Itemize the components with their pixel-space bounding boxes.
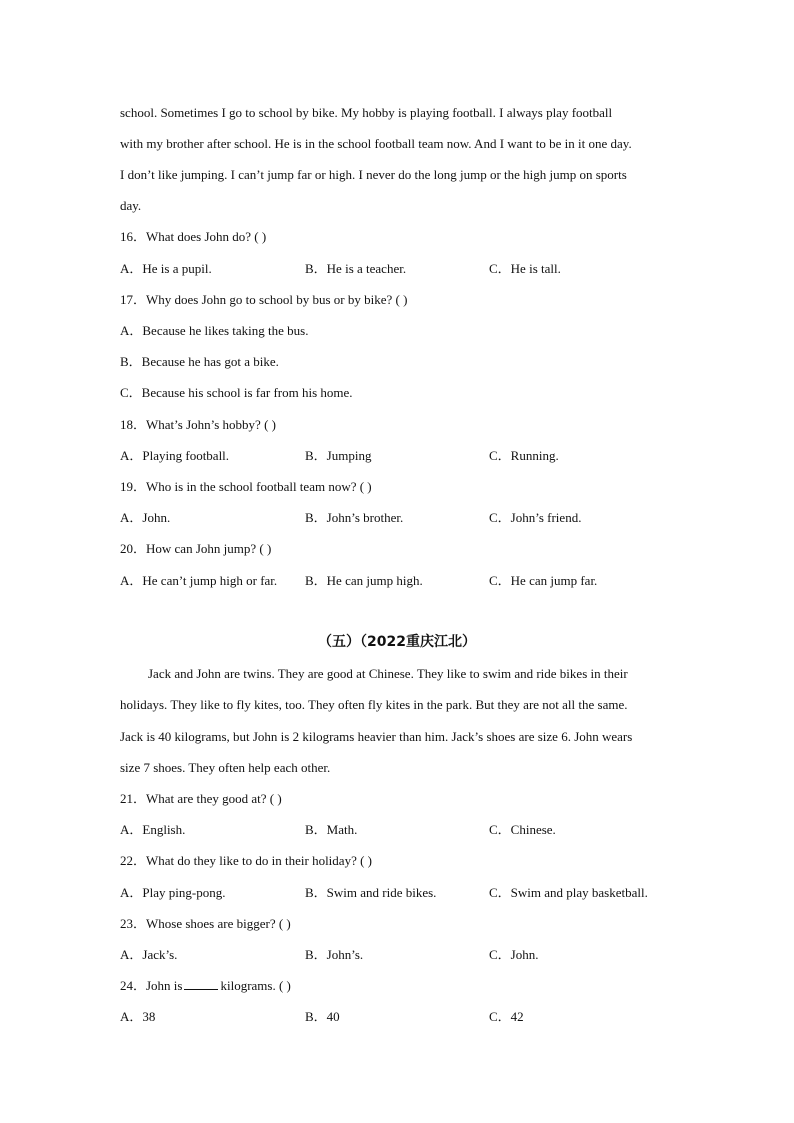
question-16-option-a: A．He is a pupil. bbox=[120, 261, 212, 276]
question-17-option-a: A．Because he likes taking the bus. bbox=[120, 323, 309, 338]
passage1-line-2: with my brother after school. He is in the school football team now. And I want to be in it one day. bbox=[120, 136, 632, 151]
passage1-line-4: day. bbox=[120, 198, 142, 213]
question-24-option-c: C．42 bbox=[489, 1009, 524, 1024]
question-21-option-b: B．Math. bbox=[305, 822, 358, 837]
question-18-stem: 18．What’s John’s hobby? ( ) bbox=[120, 417, 276, 432]
passage1-line-3: I don’t like jumping. I can’t jump far or high. I never do the long jump or the high jump on sports bbox=[120, 167, 627, 182]
passage1-line-1: school. Sometimes I go to school by bike. My hobby is playing football. I always play football bbox=[120, 105, 613, 120]
question-22-option-a: A．Play ping-pong. bbox=[120, 885, 226, 900]
question-23-stem: 23．Whose shoes are bigger? ( ) bbox=[120, 916, 291, 931]
passage2-line-4: size 7 shoes. They often help each other. bbox=[120, 760, 331, 775]
question-22-option-b: B．Swim and ride bikes. bbox=[305, 885, 437, 900]
question-24-option-a: A．38 bbox=[120, 1009, 156, 1024]
question-21-stem: 21．What are they good at? ( ) bbox=[120, 791, 282, 806]
question-16-option-b: B．He is a teacher. bbox=[305, 261, 407, 276]
question-21-option-c: C．Chinese. bbox=[489, 822, 556, 837]
question-22-stem: 22．What do they like to do in their holiday? ( ) bbox=[120, 853, 372, 868]
question-23-option-b: B．John’s. bbox=[305, 947, 364, 962]
question-19-option-c: C．John’s friend. bbox=[489, 510, 582, 525]
question-17-stem: 17．Why does John go to school by bus or by bike? ( ) bbox=[120, 292, 408, 307]
question-17-option-b: B．Because he has got a bike. bbox=[120, 354, 279, 369]
section-heading: （五）（2022重庆江北） bbox=[318, 634, 476, 650]
passage2-line-2: holidays. They like to fly kites, too. They often fly kites in the park. But they are not all the same. bbox=[120, 697, 628, 712]
passage2-line-1: Jack and John are twins. They are good at Chinese. They like to swim and ride bikes in their bbox=[148, 666, 628, 681]
question-22-option-c: C．Swim and play basketball. bbox=[489, 885, 648, 900]
question-20-stem: 20．How can John jump? ( ) bbox=[120, 541, 272, 556]
question-19-option-a: A．John. bbox=[120, 510, 171, 525]
question-16-option-c: C．He is tall. bbox=[489, 261, 561, 276]
question-18-option-a: A．Playing football. bbox=[120, 448, 230, 463]
passage2-line-3: Jack is 40 kilograms, but John is 2 kilograms heavier than him. Jack’s shoes are size 6. John wears bbox=[120, 729, 633, 744]
question-19-option-b: B．John’s brother. bbox=[305, 510, 404, 525]
question-24-stem bbox=[120, 977, 694, 995]
question-20-option-a: A．He can’t jump high or far. bbox=[120, 573, 278, 588]
question-16-stem: 16．What does John do? ( ) bbox=[120, 229, 267, 244]
question-18-option-b: B．Jumping bbox=[305, 448, 372, 463]
question-24-blank bbox=[184, 978, 218, 990]
question-23-option-c: C．John. bbox=[489, 947, 539, 962]
question-24-stem-before: 24．John is bbox=[120, 978, 183, 993]
question-19-stem: 19．Who is in the school football team now? ( ) bbox=[120, 479, 372, 494]
question-17-option-c: C．Because his school is far from his home. bbox=[120, 385, 353, 400]
question-20-option-b: B．He can jump high. bbox=[305, 573, 423, 588]
question-18-option-c: C．Running. bbox=[489, 448, 559, 463]
question-20-option-c: C．He can jump far. bbox=[489, 573, 598, 588]
question-24-option-b: B．40 bbox=[305, 1009, 340, 1024]
question-23-option-a: A．Jack’s. bbox=[120, 947, 178, 962]
question-24-stem-after: kilograms. ( ) bbox=[220, 978, 291, 993]
question-21-option-a: A．English. bbox=[120, 822, 186, 837]
